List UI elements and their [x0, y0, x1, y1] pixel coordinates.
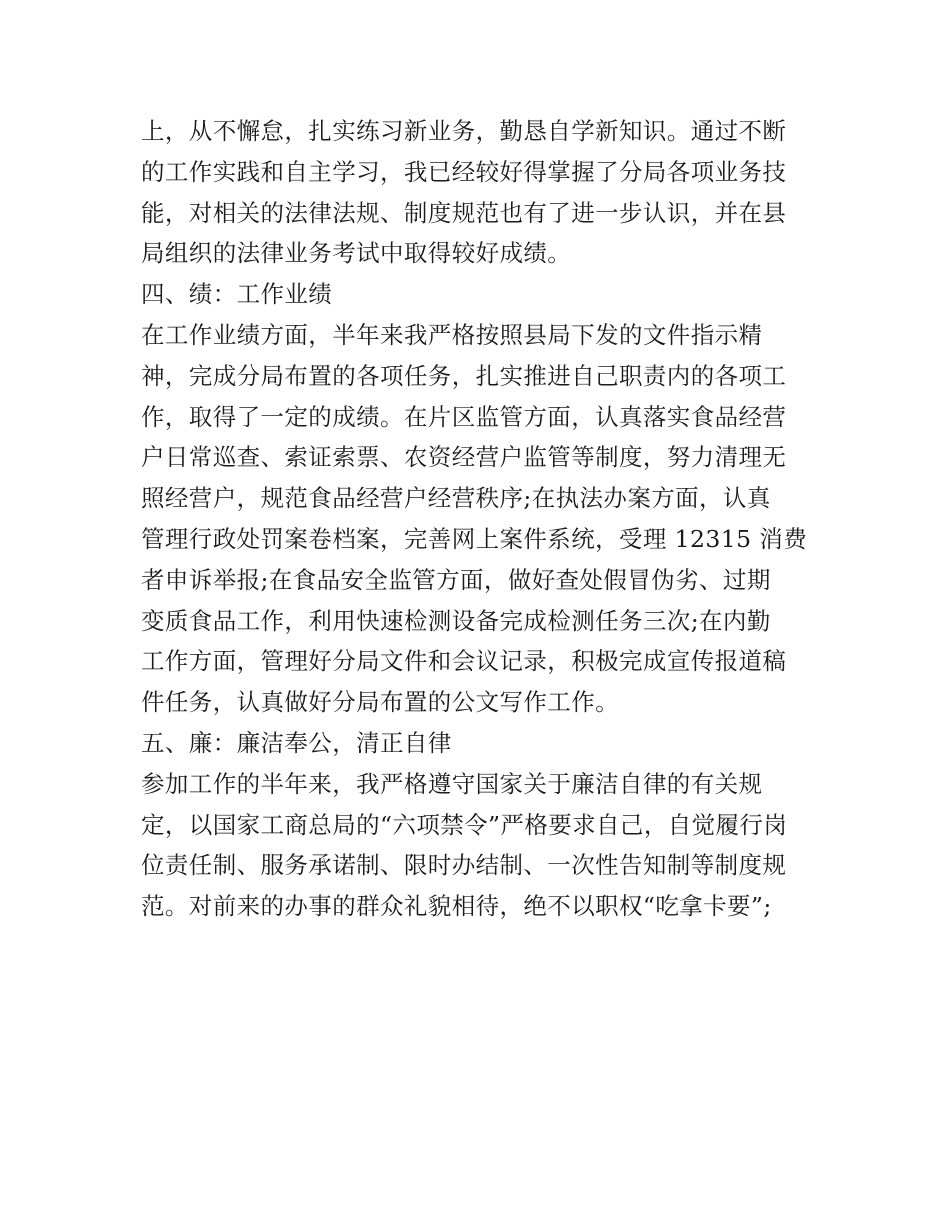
paragraph-line: 参加工作的半年来，我严格遵守国家关于廉洁自律的有关规: [141, 769, 763, 798]
paragraph-line: 范。对前来的办事的群众礼貌相待，绝不以职权“吃拿卡要”;: [141, 892, 772, 921]
paragraph-line: 者申诉举报;在食品安全监管方面，做好查处假冒伪劣、过期: [141, 565, 771, 594]
document-body: [141, 111, 816, 927]
paragraph-line: 件任务，认真做好分局布置的公文写作工作。: [141, 688, 619, 717]
paragraph-line: 作，取得了一定的成绩。在片区监管方面，认真落实食品经营: [141, 402, 787, 431]
paragraph-line: 定，以国家工商总局的“六项禁令”严格要求自己，自觉履行岗: [141, 810, 788, 839]
paragraph-line: 能，对相关的法律法规、制度规范也有了进一步认识，并在县: [141, 198, 787, 227]
paragraph-line: 神，完成分局布置的各项任务，扎实推进自己职责内的各项工: [141, 361, 787, 390]
paragraph-line: 变质食品工作，利用快速检测设备完成检测任务三次;在内勤: [141, 606, 771, 635]
section-heading: 五、廉：廉洁奉公，清正自律: [141, 728, 452, 757]
paragraph-line: 位责任制、服务承诺制、限时办结制、一次性告知制等制度规: [141, 851, 787, 880]
paragraph-line: 户日常巡查、索证索票、农资经营户监管等制度，努力清理无: [141, 443, 787, 472]
paragraph-line: 工作方面，管理好分局文件和会议记录，积极完成宣传报道稿: [141, 647, 787, 676]
paragraph-line: 照经营户，规范食品经营户经营秩序;在执法办案方面，认真: [141, 484, 771, 513]
paragraph-line: 在工作业绩方面，半年来我严格按照县局下发的文件指示精: [141, 320, 763, 349]
paragraph-line: 局组织的法律业务考试中取得较好成绩。: [141, 239, 572, 268]
paragraph-line: 管理行政处罚案卷档案，完善网上案件系统，受理 12315 消费: [141, 524, 808, 553]
paragraph-line: 上，从不懈怠，扎实练习新业务，勤恳自学新知识。通过不断: [141, 117, 787, 145]
paragraph-line: 的工作实践和自主学习，我已经较好得掌握了分局各项业务技: [141, 157, 787, 186]
section-heading: 四、绩：工作业绩: [141, 280, 333, 309]
